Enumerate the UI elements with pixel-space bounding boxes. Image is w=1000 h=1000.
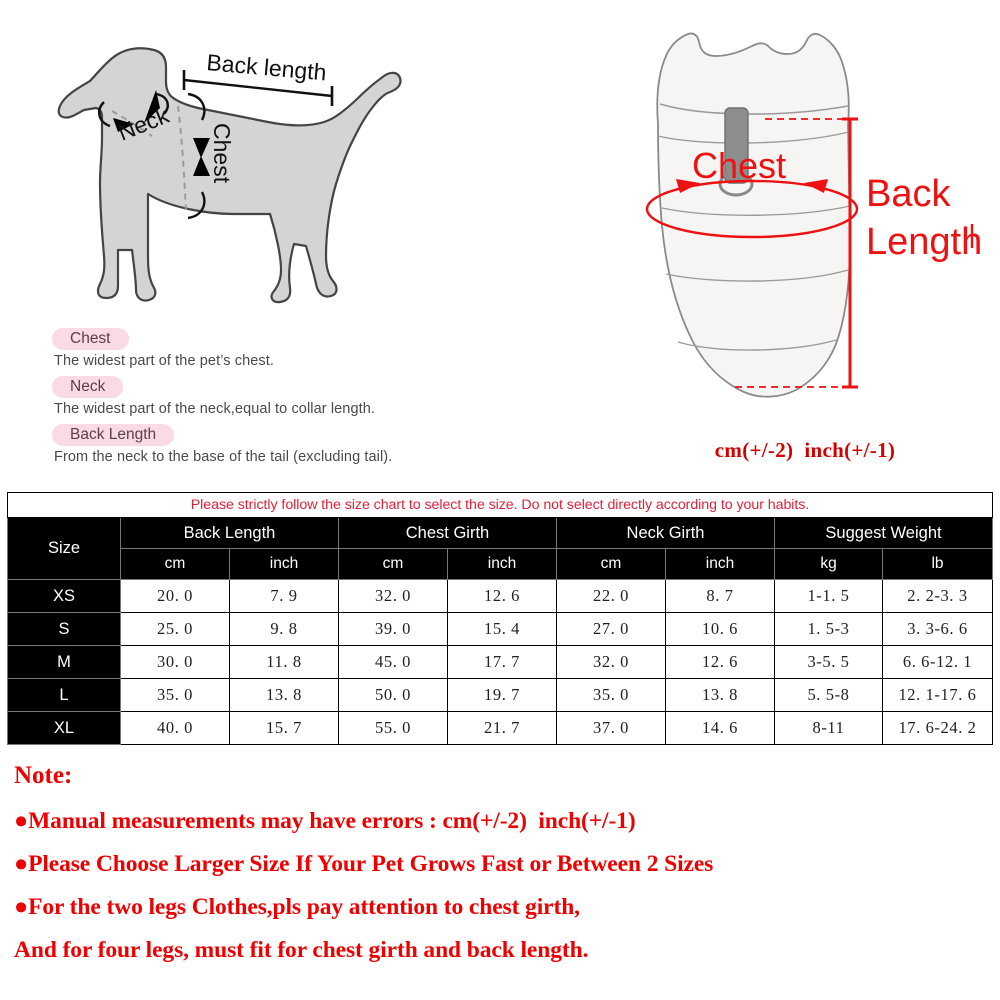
neck-label: Neck: [114, 101, 173, 146]
definition-back-length-text: From the neck to the base of the tail (excluding tail).: [54, 449, 393, 465]
notes-section: [14, 756, 989, 972]
definition-neck-pill: Neck: [52, 376, 123, 398]
cell-weight-lb: 6. 6‑12. 1: [883, 646, 993, 679]
size-chart-table: [7, 492, 993, 745]
back-length-label: Back length: [205, 49, 328, 86]
cell-back-length-cm: 35. 0: [121, 679, 230, 712]
chest-label: Chest: [209, 123, 235, 184]
cell-neck-girth-cm: 27. 0: [557, 613, 666, 646]
header-unit-neck-girth-cm: cm: [557, 549, 666, 580]
header-back-length: Back Length: [121, 518, 339, 549]
cell-back-length-inch: 9. 8: [230, 613, 339, 646]
notes-title: Note:: [14, 762, 73, 789]
header-neck-girth: Neck Girth: [557, 518, 775, 549]
cell-weight-kg: 8‑11: [775, 712, 883, 745]
definition-neck: [52, 376, 572, 419]
cell-chest-girth-inch: 19. 7: [448, 679, 557, 712]
table-row: [8, 712, 993, 745]
cell-neck-girth-cm: 35. 0: [557, 679, 666, 712]
cell-weight-kg: 5. 5‑8: [775, 679, 883, 712]
cell-back-length-cm: 20. 0: [121, 580, 230, 613]
cell-weight-lb: 12. 1‑17. 6: [883, 679, 993, 712]
header-unit-back-length-cm: cm: [121, 549, 230, 580]
note-line-3: ●For the two legs Clothes,pls pay attention to chest girth,: [14, 894, 580, 920]
note-line-4: And for four legs, must fit for chest girth and back length.: [14, 937, 589, 963]
header-unit-weight-lb: lb: [883, 549, 993, 580]
cell-back-length-inch: 11. 8: [230, 646, 339, 679]
cell-weight-kg: 1‑1. 5: [775, 580, 883, 613]
note-line-2: ●Please Choose Larger Size If Your Pet Grows Fast or Between 2 Sizes: [14, 851, 714, 877]
tolerance-note: cm(+/-2) inch(+/-1): [714, 438, 896, 462]
cell-weight-lb: 3. 3‑6. 6: [883, 613, 993, 646]
illustrations-area: [0, 0, 1000, 490]
cell-neck-girth-inch: 8. 7: [666, 580, 775, 613]
table-row: [8, 613, 993, 646]
table-row: [8, 646, 993, 679]
cell-neck-girth-inch: 14. 6: [666, 712, 775, 745]
cell-chest-girth-cm: 32. 0: [339, 580, 448, 613]
cell-back-length-inch: 7. 9: [230, 580, 339, 613]
cell-chest-girth-inch: 21. 7: [448, 712, 557, 745]
size-label: XL: [8, 712, 121, 745]
cell-chest-girth-cm: 45. 0: [339, 646, 448, 679]
cell-weight-kg: 1. 5‑3: [775, 613, 883, 646]
cell-weight-lb: 2. 2‑3. 3: [883, 580, 993, 613]
header-unit-chest-girth-cm: cm: [339, 549, 448, 580]
cell-chest-girth-inch: 12. 6: [448, 580, 557, 613]
header-unit-chest-girth-inch: inch: [448, 549, 557, 580]
cell-back-length-inch: 13. 8: [230, 679, 339, 712]
table-unit-header-row: [8, 549, 993, 580]
header-size: Size: [8, 518, 121, 580]
cell-chest-girth-cm: 55. 0: [339, 712, 448, 745]
cell-neck-girth-inch: 12. 6: [666, 646, 775, 679]
table-row: [8, 580, 993, 613]
size-chart-table-wrapper: [7, 492, 993, 745]
definition-chest-pill: Chest: [52, 328, 129, 350]
definition-neck-text: The widest part of the neck,equal to collar length.: [54, 401, 376, 417]
cell-neck-girth-cm: 37. 0: [557, 712, 666, 745]
cell-back-length-cm: 30. 0: [121, 646, 230, 679]
cell-weight-kg: 3‑5. 5: [775, 646, 883, 679]
jacket-back-length-label-line1: Back: [866, 173, 951, 215]
cell-chest-girth-inch: 17. 7: [448, 646, 557, 679]
cell-weight-lb: 17. 6‑24. 2: [883, 712, 993, 745]
cell-neck-girth-inch: 13. 8: [666, 679, 775, 712]
cell-chest-girth-inch: 15. 4: [448, 613, 557, 646]
definition-back-length-pill: Back Length: [52, 424, 174, 446]
cell-chest-girth-cm: 39. 0: [339, 613, 448, 646]
jacket-chest-label: Chest: [692, 145, 787, 186]
definition-back-length: [52, 424, 572, 467]
definition-chest-text: The widest part of the pet’s chest.: [54, 353, 275, 369]
header-suggest-weight: Suggest Weight: [775, 518, 993, 549]
header-chest-girth: Chest Girth: [339, 518, 557, 549]
table-row: [8, 679, 993, 712]
measurement-definitions: [52, 328, 572, 472]
cell-neck-girth-cm: 32. 0: [557, 646, 666, 679]
cell-chest-girth-cm: 50. 0: [339, 679, 448, 712]
size-label: XS: [8, 580, 121, 613]
cell-back-length-cm: 40. 0: [121, 712, 230, 745]
cell-neck-girth-inch: 10. 6: [666, 613, 775, 646]
table-group-header-row: [8, 518, 993, 549]
note-line-1: ●Manual measurements may have errors : cm(+/-2) inch(+/-1): [14, 808, 636, 834]
cell-back-length-inch: 15. 7: [230, 712, 339, 745]
size-chart-banner: Please strictly follow the size chart to select the size. Do not select directly according to your habits.: [8, 493, 993, 518]
size-label: L: [8, 679, 121, 712]
header-unit-neck-girth-inch: inch: [666, 549, 775, 580]
dog-measurement-diagram: [38, 18, 438, 318]
header-unit-back-length-inch: inch: [230, 549, 339, 580]
jacket-back-length-label-line2: Length: [866, 221, 983, 263]
cell-back-length-cm: 25. 0: [121, 613, 230, 646]
size-label: M: [8, 646, 121, 679]
cell-neck-girth-cm: 22. 0: [557, 580, 666, 613]
table-banner-row: [8, 493, 993, 518]
pet-jacket-measurement-diagram: [600, 12, 1000, 432]
definition-chest: [52, 328, 572, 371]
header-unit-weight-kg: kg: [775, 549, 883, 580]
size-label: S: [8, 613, 121, 646]
